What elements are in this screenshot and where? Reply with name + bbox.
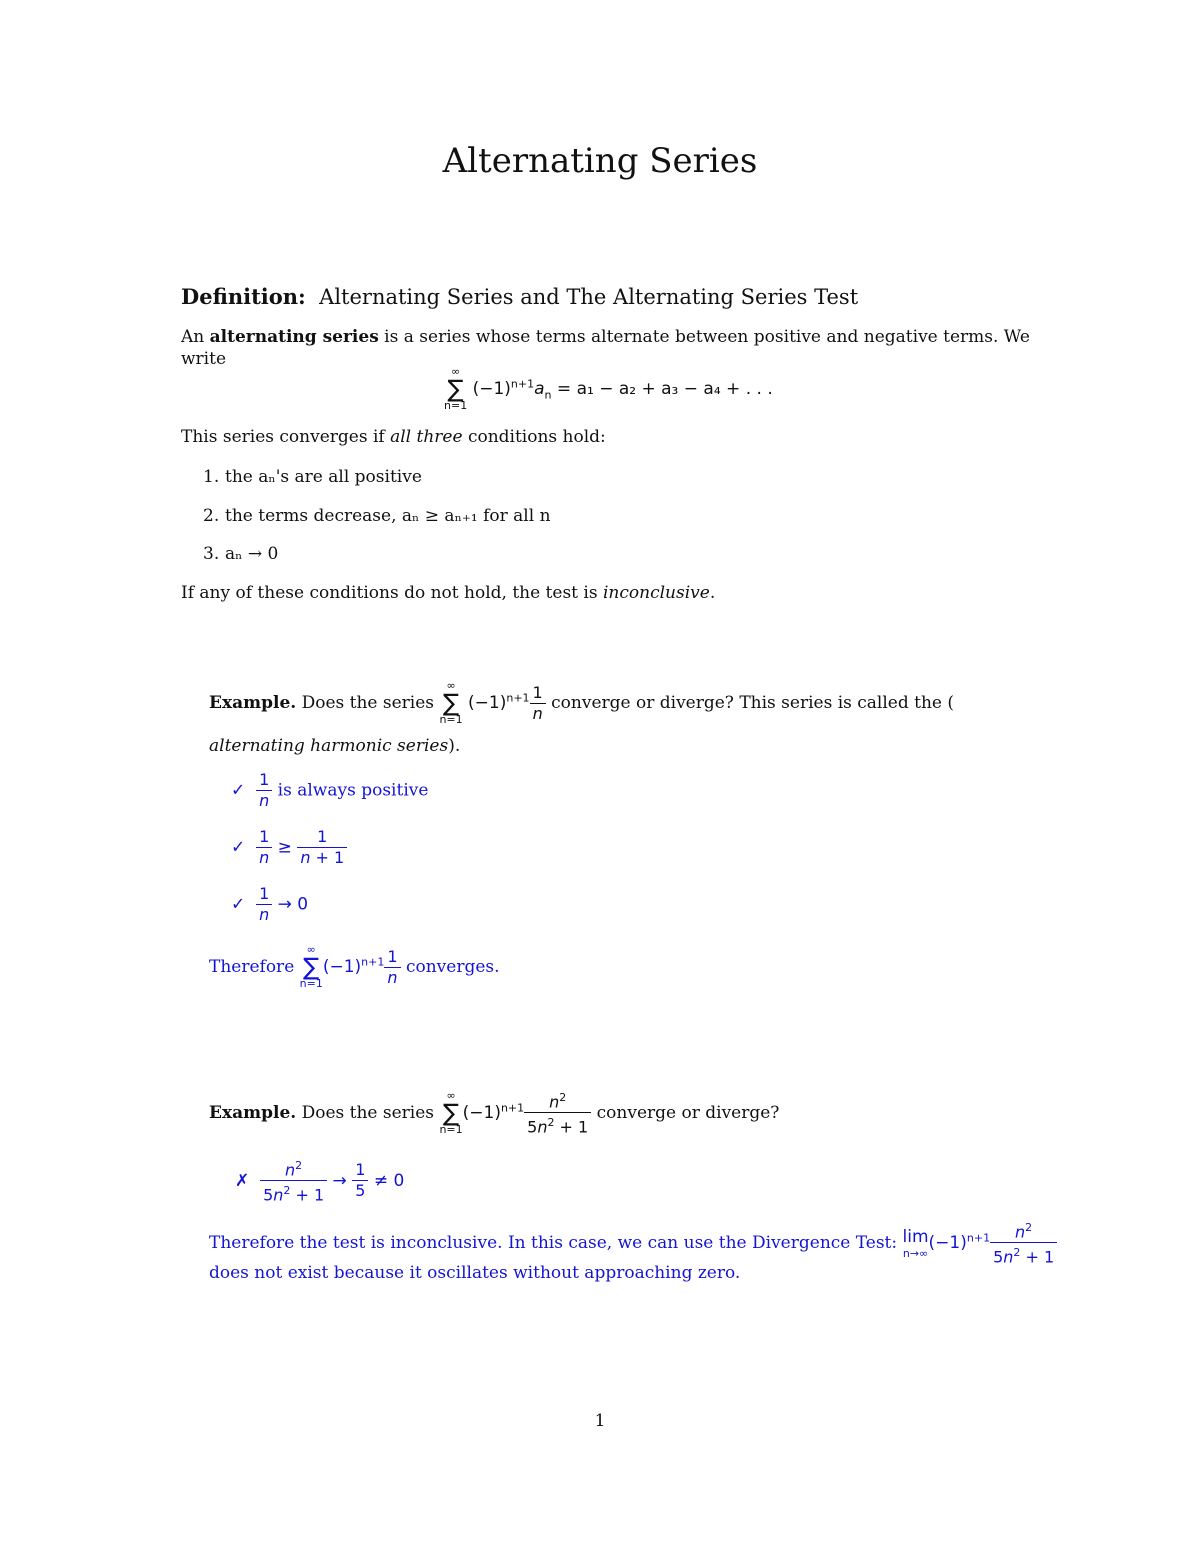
converges-rest: conditions hold: xyxy=(462,427,606,447)
check-icon: ✓ xyxy=(231,894,246,915)
condition-item xyxy=(203,466,422,488)
condition-number: 3. xyxy=(203,544,220,564)
inconclusive-end: . xyxy=(709,583,716,603)
check-icon: ✓ xyxy=(231,837,246,858)
converges-emph: all three xyxy=(390,427,463,447)
definition-heading xyxy=(181,284,858,309)
example1-conclusion: Therefore ∞ ∑ n=1 $(-1)^{n+1}$ $\frac{1}{n}$ converges. xyxy=(209,943,500,990)
converges-line xyxy=(181,426,606,448)
inconclusive-text: If any of these conditions do not hold, the test is xyxy=(181,583,603,603)
page-title: Alternating Series xyxy=(442,141,758,181)
condition-number: 2. xyxy=(203,506,220,526)
converges-text: This series converges if xyxy=(181,427,391,447)
example2-q-post: converge or diverge? xyxy=(596,1102,780,1123)
example2-label: Example. xyxy=(209,1102,297,1123)
example1-label: Example. xyxy=(209,693,297,713)
check-item: ✓ $\frac{1}{n}$ → 0 xyxy=(231,884,309,924)
series-formula: ∞ ∑ n=1 $(-1)^{n+1}a_n = a_1 - a_2 + a_3 - a_4$ + . . . xyxy=(444,365,773,412)
condition-text: aₙ → 0 xyxy=(225,544,279,564)
example2-conclusion: Therefore the test is inconclusive. In this case, we can use the Divergence Test: lim n→∞ $(-1)^{n+1}$ $\frac{n^2}{5n^2 + 1}$ xyxy=(209,1218,1057,1268)
example2-conclusion-cont xyxy=(209,1262,740,1284)
check1-text: is always positive xyxy=(277,780,429,801)
neq-text: ≠ 0 xyxy=(373,1170,405,1191)
converges-text: converges. xyxy=(405,957,500,977)
condition-item xyxy=(203,543,278,565)
intro-text: An xyxy=(181,327,210,347)
example1-question-cont xyxy=(209,735,460,757)
definition-label: Definition: xyxy=(181,284,306,309)
definition-intro xyxy=(181,326,1041,370)
example1-question: Example. Does the series ∞ ∑ n=1 $(-1)^{n+1}$ $\frac{1}{n}$ converge or diverge? This series is called the ( xyxy=(209,679,955,726)
inconclusive-line xyxy=(181,582,715,604)
inconclusive-emph: inconclusive xyxy=(602,583,710,603)
check-icon: ✓ xyxy=(231,780,246,801)
cross-icon: ✗ xyxy=(235,1170,250,1191)
conclusion-rest: does not exist because it oscillates without approaching zero. xyxy=(209,1263,741,1283)
example1-series-name: alternating harmonic series xyxy=(209,736,449,756)
example1-q-pre: Does the series xyxy=(301,693,435,713)
page-number: 1 xyxy=(594,1411,606,1431)
formula-expansion: = a₁ − a₂ + a₃ − a₄ + . . . xyxy=(556,379,773,399)
check-item: ✓ $\frac{1}{n}$ ≥ $\frac{1}{n + 1}$ xyxy=(231,827,347,868)
example1-q-post: converge or diverge? This series is called the ( xyxy=(551,693,955,713)
condition-text: the terms decrease, aₙ ≥ aₙ₊₁ for all n xyxy=(225,506,551,526)
example2-question: Example. Does the series ∞ ∑ n=1 $(-1)^{n+1}$ $\frac{n^2}{5n^2 + 1}$ converge or diverge? xyxy=(209,1088,780,1137)
definition-title: Alternating Series and The Alternating Series Test xyxy=(319,285,859,309)
therefore-text: Therefore xyxy=(209,957,295,977)
intro-rest: is a series whose terms alternate between positive and negative terms. We write xyxy=(181,327,1030,369)
condition-text: the aₙ's are all positive xyxy=(225,467,422,487)
condition-number: 1. xyxy=(203,467,220,487)
example2-q-pre: Does the series xyxy=(301,1102,435,1123)
conclusion-text: Therefore the test is inconclusive. In this case, we can use the Divergence Test: xyxy=(209,1232,898,1253)
intro-bold: alternating series xyxy=(209,327,379,347)
check-item: ✓ $\frac{1}{n}$ is always positive xyxy=(231,770,429,810)
example1-q-end: ). xyxy=(448,736,461,756)
condition-item xyxy=(203,505,551,527)
cross-item: ✗ $\frac{n^2}{5n^2 + 1}$ → $\frac{1}{5}$ ≠ 0 xyxy=(235,1159,405,1205)
